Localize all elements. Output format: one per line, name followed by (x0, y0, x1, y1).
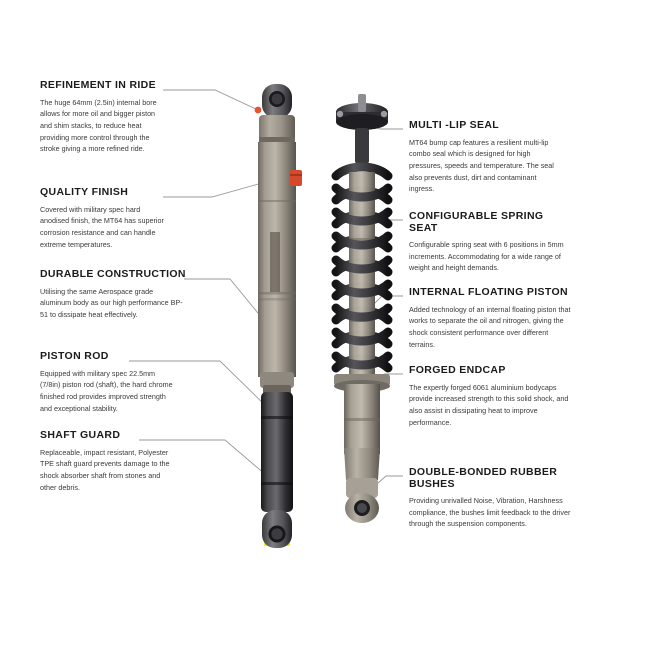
callout-configurable-spring-seat (409, 211, 569, 274)
callout-body: Added technology of an internal floating piston that works to separate the oil and nitrogen, giving the shock consistent performance over different terrains. (409, 304, 571, 349)
callout-quality-finish (40, 187, 164, 250)
callout-forged-endcap (409, 365, 569, 428)
callout-body: The huge 64mm (2.5in) internal bore allows for more oil and bigger piston and shim stacks, to reduce heat providing more control through the stroke giving a more refined ride. (40, 97, 157, 154)
callout-refinement-in-ride (40, 80, 168, 155)
shock-absorber-illustration (246, 82, 316, 552)
coilover-strut-illustration (318, 88, 406, 530)
callout-body: Covered with military spec hard anodised finish, the MT64 has superior corrosion resistance and can handle extreme temperatures. (40, 204, 164, 249)
callout-title: MULTI -LIP SEAL (409, 119, 500, 131)
callout-shaft-guard (40, 430, 176, 493)
callout-title: FORGED ENDCAP (409, 364, 506, 376)
callout-body: Replaceable, impact resistant, Polyester TPE shaft guard prevents damage to the shock absorber shaft from stones and other debris. (40, 447, 170, 492)
callout-body: Configurable spring seat with 6 positions in 5mm increments. Accommodating for a wide range of weight and height demands. (409, 240, 564, 273)
callout-durable-construction (40, 269, 186, 321)
callout-multi-lip-seal (409, 120, 561, 195)
callout-title: DURABLE CONSTRUCTION (40, 268, 186, 280)
callout-body: Equipped with military spec 22.5mm (7/8in) piston rod (shaft), the hard chrome finished rod provides improved strength and exceptional stability. (40, 368, 173, 413)
callout-body: Providing unrivalled Noise, Vibration, Harshness compliance, the bushes limit feedback to the driver through the suspension components. (409, 496, 571, 529)
callout-title: DOUBLE-BONDED RUBBER BUSHES (409, 466, 558, 490)
callout-piston-rod (40, 351, 176, 414)
callout-body: Utilising the same Aerospace grade aluminum body as our high performance BP-51 to dissipate heat effectively. (40, 286, 183, 319)
callout-title: REFINEMENT IN RIDE (40, 79, 156, 91)
callout-title: PISTON ROD (40, 350, 109, 362)
callout-double-bonded-rubber-bushes (409, 467, 595, 530)
callout-internal-floating-piston (409, 287, 575, 350)
callout-title: INTERNAL FLOATING PISTON (409, 286, 568, 298)
callout-title: CONFIGURABLE SPRING SEAT (409, 210, 544, 234)
callout-body: The expertly forged 6061 aluminium bodycaps provide increased strength to this solid shock, and also assist in dissipating heat to improve performance. (409, 382, 569, 427)
callout-title: QUALITY FINISH (40, 186, 129, 198)
callout-title: SHAFT GUARD (40, 429, 121, 441)
callout-body: MT64 bump cap features a resilient multi-lip combo seal which is designed for high pressures, speeds and temperature. The seal also prevents dust, dirt and contaminant ingress. (409, 137, 554, 194)
